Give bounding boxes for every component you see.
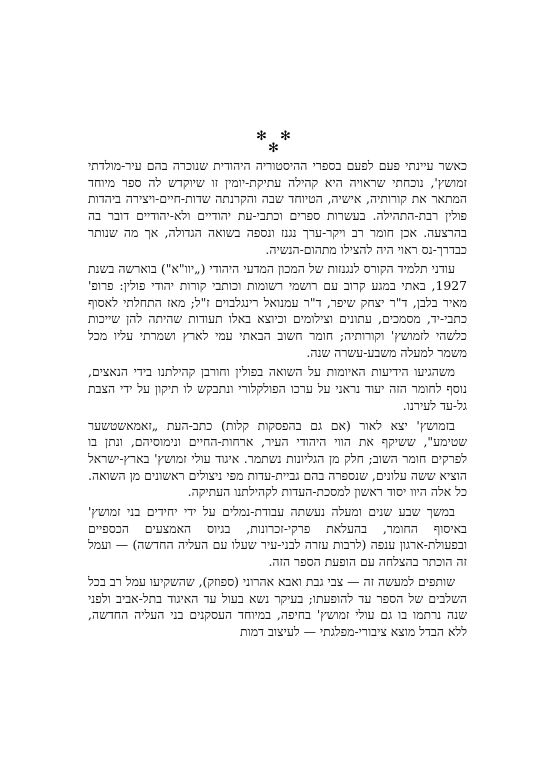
- paragraph: עודני תלמיד הקורס לנגנזות של המכון המדעי היהודי („יוו"א") בוארשה בשנת 1927, באתי במגע קרוב עם רושמי רשומות וכותבי קורות יהודי פולין: פרופ' מאיר בלבן, ד"ר יצחק שיפר, ד"ר עמנואל רינגלבוים ז"ל; מאז התחלתי לאסוף כתבי-יד, מסמכים, עתונים וצילומים וכיוצא באלו תעודות שהיתה להן שייכות כלשהי לזמושץ' וקורותיה; חומר חשוב הבאתי עמי לארץ ושמרתי עליו מכל משמר למעלה משבע-עשרה שנה.: [88, 261, 467, 360]
- ornament-star: ✻: [280, 129, 291, 144]
- asterism-ornament-icon: [248, 128, 298, 158]
- paragraph: בזמושץ' יצא לאור (אם גם בהפסקות קלות) כתב-העת „זאמאשטשער שטימע", ששיקף את הווי היהודי העיר, ארחות-החיים ונימוסיהם, ונתן בו לפרקים חומר השוב; חלק מן הגליונות נשתמר. איגוד עולי זמושץ' בארץ-ישראל הוציא ששה עלונים, שנספרה בהם גביית-עדות מפי ניצולים ראשונים מן השואה. כל אלה היוו יסוד ראשון למסכת-העדות לקהילתנו העתיקה.: [88, 417, 467, 500]
- body-text: [88, 158, 467, 641]
- paragraph: במשך שבע שנים ומעלה נעשתה עבודת-נמלים על ידי יחידים בני זמושץ' באיסוף החומר, בהעלאת פרקי-זכרונות, בגיוס האמצעים הכספיים ובפעולת-ארגון ענפה (לרבות עזרה לבני-עיר שעלו עם העליה החדשה) — ועמל זה הוכתר בהצלחה עם הופעת הספר הזה.: [88, 504, 467, 570]
- ornament-star: ✻: [256, 129, 267, 144]
- paragraph: כאשר עיינתי פעם לפעם בספרי ההיסטוריה היהודית שנוכרה בהם עיר-מולדתי זמושץ', נוכחתי שראויה היא קהילה עתיקת-יומין זו שיוקדש לה ספר מיוחד המתאר את קורותיה, אישיה, הטיוחד שבה והקרנתה שדות-חיים-ויצירה ביהדות פולין רבת-התהילה. בעשרות ספרים וכתבי-עת יהודיים ולא-יהודיים דובר בה בהרצעה. אכן חומר רב ויקר-ערך נגנז ונספה בשואה הגדולה, אך מה שנותר כבדרך-נס ראוי היה להצילו מתהום-הנשיה.: [88, 158, 467, 257]
- paragraph: משהגיעו הידיעות האיומות על השואה בפולין וחורבן קהילתנו בידי הנאצים, נוסף לחומר הזה יעוד נראני על ערכו הפולקלורי ונתבקש לו תיקון על ידי הצבת גל-עד לעירנו.: [88, 364, 467, 413]
- paragraph: שותפים למעשה זה — צבי גבת ואבא אהרוני (ספוזק), שהשקיעו עמל רב בכל השלבים של הספר עד להופעתו; בעיקר נשא בעול עד האיגוד בתל-אביב ולפני שנה נרתמו בו גם עולי זמושץ' בחיפה, במיוחד העסקנים בני העליה החדשה, ללא הבדל מוצא ציבורי-מפלגתי — לעיצוב דמות: [88, 573, 467, 639]
- ornament-star: ✻: [268, 141, 279, 156]
